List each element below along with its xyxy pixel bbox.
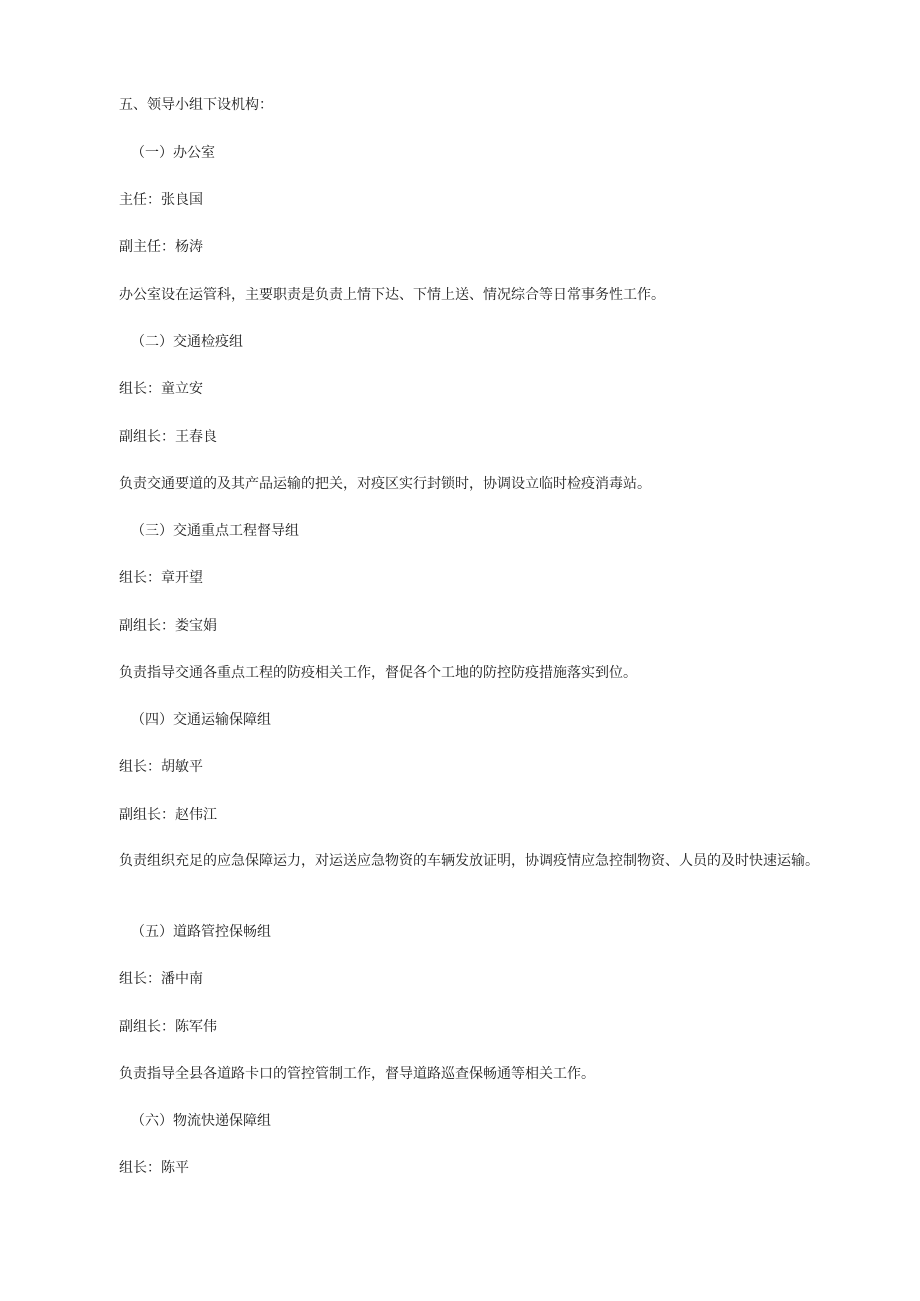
roads-leader: 组长：潘中南 <box>119 971 203 987</box>
subsection-heading-roads: （五）道路管控保畅组 <box>131 924 271 940</box>
quarantine-duties: 负责交通要道的及其产品运输的把关，对疫区实行封锁时，协调设立临时检疫消毒站。 <box>119 476 651 492</box>
subsection-heading-projects: （三）交通重点工程督导组 <box>131 523 299 539</box>
transport-leader: 组长：胡敏平 <box>119 759 203 775</box>
subsection-heading-quarantine: （二）交通检疫组 <box>131 334 243 350</box>
subsection-heading-office: （一）办公室 <box>131 145 215 161</box>
quarantine-leader: 组长：童立安 <box>119 381 203 397</box>
roads-deputy-leader: 副组长：陈军伟 <box>119 1019 217 1035</box>
section-heading: 五、领导小组下设机构： <box>119 97 273 113</box>
office-duties: 办公室设在运管科，主要职责是负责上情下达、下情上送、情况综合等日常事务性工作。 <box>119 287 665 303</box>
subsection-heading-logistics: （六）物流快递保障组 <box>131 1113 271 1129</box>
logistics-leader: 组长：陈平 <box>119 1160 189 1176</box>
office-director: 主任：张良国 <box>119 192 203 208</box>
projects-leader: 组长：章开望 <box>119 570 203 586</box>
office-deputy-director: 副主任：杨涛 <box>119 239 203 255</box>
subsection-heading-transport: （四）交通运输保障组 <box>131 712 271 728</box>
projects-deputy-leader: 副组长：娄宝娟 <box>119 618 217 634</box>
roads-duties: 负责指导全县各道路卡口的管控管制工作，督导道路巡查保畅通等相关工作。 <box>119 1066 595 1082</box>
transport-duties: 负责组织充足的应急保障运力，对运送应急物资的车辆发放证明，协调疫情应急控制物资、人员的及时快速运输。 <box>119 853 819 869</box>
projects-duties: 负责指导交通各重点工程的防疫相关工作，督促各个工地的防控防疫措施落实到位。 <box>119 665 637 681</box>
transport-deputy-leader: 副组长：赵伟江 <box>119 807 217 823</box>
quarantine-deputy-leader: 副组长：王春良 <box>119 429 217 445</box>
